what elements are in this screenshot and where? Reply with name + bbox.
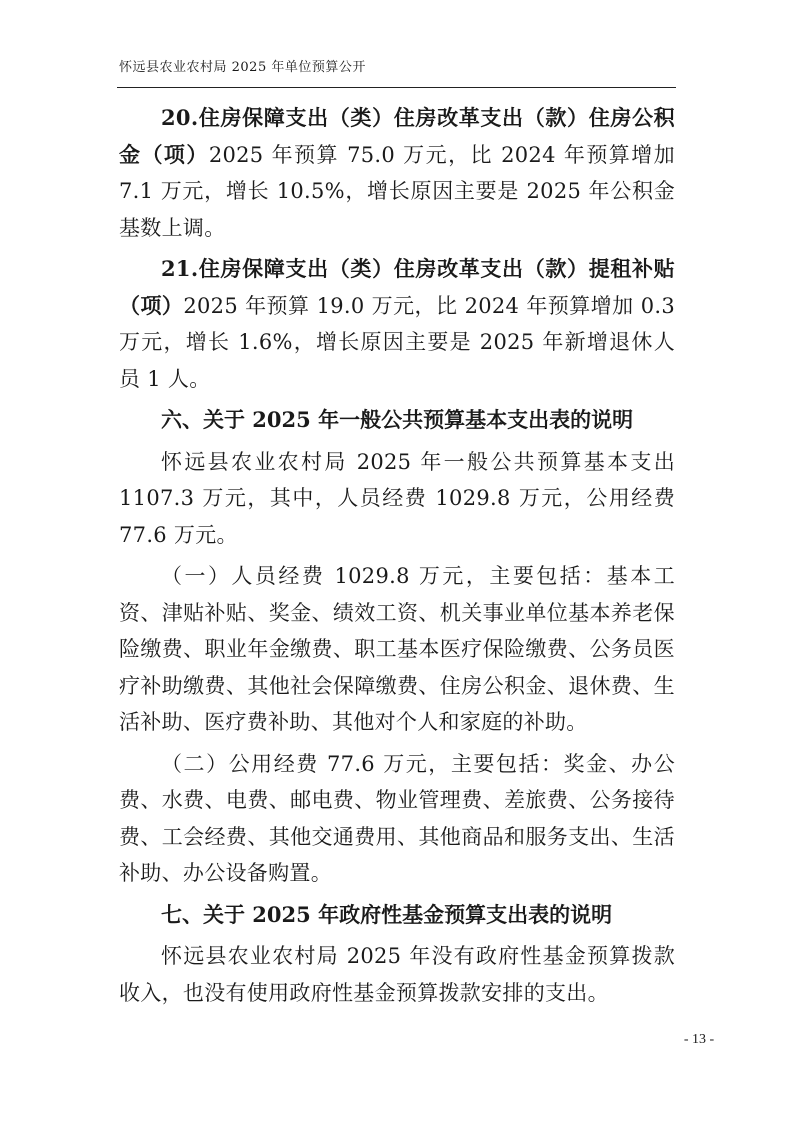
public-expenses: （二）公用经费 77.6 万元，主要包括：奖金、办公费、水费、电费、邮电费、物业管理费、差旅费、公务接待费、工会经费、其他交通费用、其他商品和服务支出、生活补助、办公设备购置。: [119, 751, 675, 885]
item-20: [119, 100, 675, 246]
section-6-heading: 六、关于 2025 年一般公共预算基本支出表的说明: [161, 407, 634, 432]
section-7-text: 怀远县农业农村局 2025 年没有政府性基金预算拨款收入，也没有使用政府性基金预算拨款安排的支出。: [119, 944, 675, 1005]
item-21-title: 21.住房保障支出（类）住房改革支出（款）提租补贴（项）: [119, 256, 675, 318]
item-21-text: 2025 年预算 19.0 万元，比 2024 年预算增加 0.3 万元，增长 1.6%，增长原因主要是 2025 年新增退休人员 1 人。: [119, 293, 675, 391]
section-6-intro: 怀远县农业农村局 2025 年一般公共预算基本支出 1107.3 万元，其中，人员经费 1029.8 万元，公用经费 77.6 万元。: [119, 449, 675, 547]
header-divider: [117, 87, 676, 88]
page-number: - 13 -: [683, 1032, 715, 1047]
item-20-text: 2025 年预算 75.0 万元，比 2024 年预算增加 7.1 万元，增长 10.5%，增长原因主要是 2025 年公积金基数上调。: [119, 142, 675, 240]
personnel-expenses: （一）人员经费 1029.8 万元，主要包括：基本工资、津贴补贴、奖金、绩效工资、机关事业单位基本养老保险缴费、职业年金缴费、职工基本医疗保险缴费、公务员医疗补助缴费、其他社会保障缴费、住房公积金、退休费、生活补助、医疗费补助、其他对个人和家庭的补助。: [119, 564, 675, 734]
section-7-heading: 七、关于 2025 年政府性基金预算支出表的说明: [161, 901, 613, 927]
page-header: 怀远县农业农村局 2025 年单位预算公开: [119, 60, 366, 75]
item-21: [119, 251, 675, 397]
item-20-title: 20.住房保障支出（类）住房改革支出（款）住房公积金（项）: [119, 105, 675, 167]
document-body: [119, 100, 675, 1011]
